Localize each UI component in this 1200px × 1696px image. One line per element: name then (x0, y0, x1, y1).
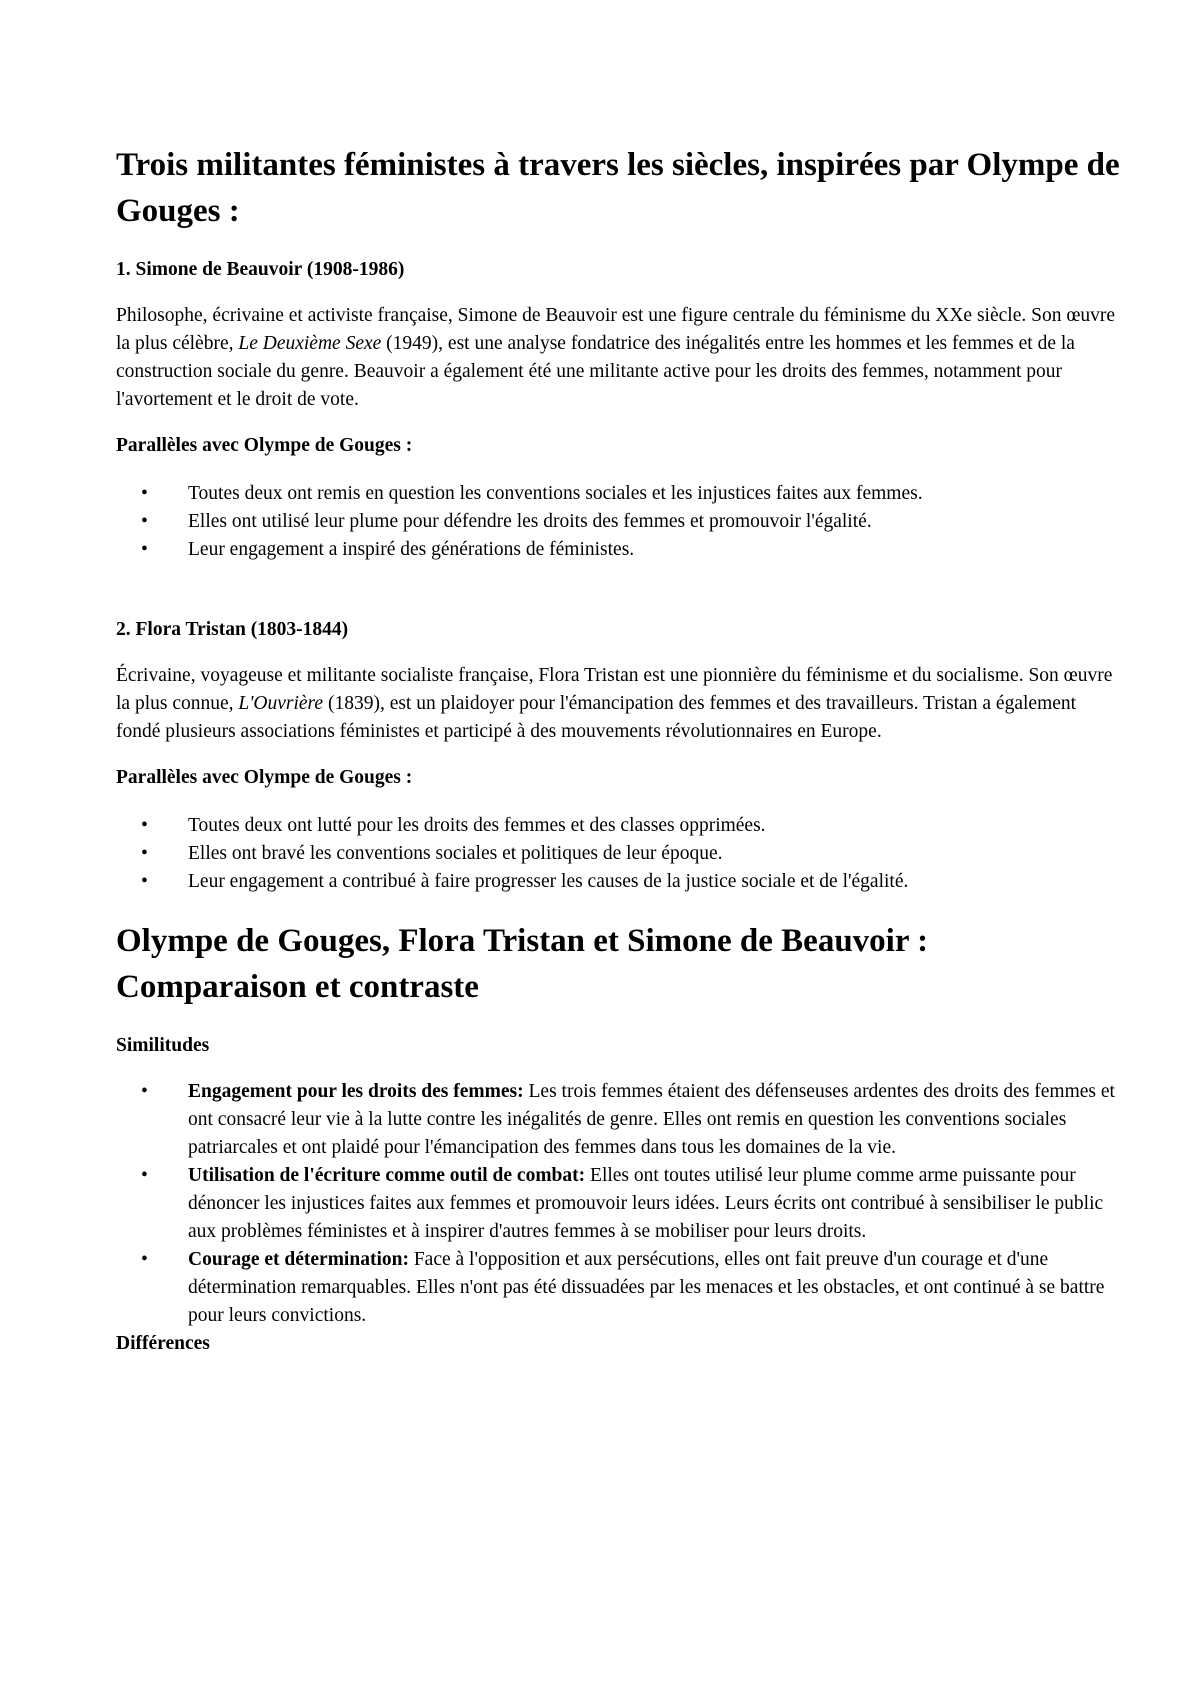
list-item-text: Face à l'opposition et aux persécutions, elles ont fait preuve d'un courage et d'une détermination remarquables. Elles n'ont pas été dissuadées par les menaces et les obstacles, et ont continué à se battre pour leurs convictions. (188, 1249, 1105, 1326)
book-title-deuxieme-sexe: Le Deuxième Sexe (238, 333, 382, 354)
similarities-list (116, 1078, 1120, 1330)
bullet-icon: • (141, 815, 148, 836)
parallels-label-beauvoir: Parallèles avec Olympe de Gouges : (116, 435, 413, 456)
parallels-list-beauvoir (116, 480, 1120, 564)
bullet-icon: • (141, 1165, 148, 1186)
list-item (116, 480, 1120, 508)
heading-differences: Différences (116, 1333, 210, 1354)
paragraph-beauvoir-text-1: Philosophe, écrivaine et activiste française, Simone de Beauvoir est une figure centrale du féminisme du XXe siècle. Son œuvre la plus célèbre, (116, 305, 1116, 354)
list-item-term: Engagement pour les droits des femmes: (188, 1081, 524, 1102)
list-item (116, 1246, 1120, 1330)
bullet-icon: • (141, 1081, 148, 1102)
list-item-text: Elles ont bravé les conventions sociales et politiques de leur époque. (188, 843, 723, 864)
paragraph-tristan (116, 662, 1120, 746)
paragraph-beauvoir (116, 302, 1120, 414)
paragraph-beauvoir-text-2: (1949), est une analyse fondatrice des inégalités entre les hommes et les femmes et de la construction sociale du genre. Beauvoir a également été une militante active pour les droits des femmes, notamment pour l'avortement et le droit de vote. (116, 333, 1075, 410)
heading-simone-de-beauvoir: 1. Simone de Beauvoir (1908-1986) (116, 259, 405, 280)
list-item-text: Elles ont toutes utilisé leur plume comme arme puissante pour dénoncer les injustices faites aux femmes et promouvoir leurs idées. Leurs écrits ont contribué à sensibiliser le public aux problèmes féministes et à inspirer d'autres femmes à se mobiliser pour leurs droits. (188, 1165, 1104, 1242)
main-heading-militantes: Trois militantes féministes à travers les siècles, inspirées par Olympe de Gouges : (116, 147, 1120, 229)
parallels-label-tristan: Parallèles avec Olympe de Gouges : (116, 767, 413, 788)
list-item-text: Elles ont utilisé leur plume pour défendre les droits des femmes et promouvoir l'égalité. (188, 511, 872, 532)
bullet-icon: • (141, 1249, 148, 1270)
list-item (116, 1078, 1120, 1162)
paragraph-tristan-text-1: Écrivaine, voyageuse et militante socialiste française, Flora Tristan est une pionnière du féminisme et du socialisme. Son œuvre la plus connue, (116, 665, 1113, 714)
list-item-term: Utilisation de l'écriture comme outil de combat: (188, 1165, 586, 1186)
list-item-text: Les trois femmes étaient des défenseuses ardentes des droits des femmes et ont consacré leur vie à la lutte contre les inégalités de genre. Elles ont remis en question les conventions sociales patriarcales et ont plaidé pour l'émancipation des femmes dans tous les domaines de la vie. (188, 1081, 1115, 1158)
list-item (116, 536, 1120, 564)
bullet-icon: • (141, 843, 148, 864)
list-item (116, 868, 1120, 896)
list-item-term: Courage et détermination: (188, 1249, 409, 1270)
bullet-icon: • (141, 511, 148, 532)
list-item (116, 812, 1120, 840)
paragraph-tristan-text-2: (1839), est un plaidoyer pour l'émancipation des femmes et des travailleurs. Tristan a également fondé plusieurs associations féministes et participé à des mouvements révolutionnaires en Europe. (116, 693, 1077, 742)
book-title-ouvriere: L'Ouvrière (238, 693, 324, 714)
list-item-text: Toutes deux ont remis en question les conventions sociales et les injustices faites aux femmes. (188, 483, 923, 504)
list-item (116, 1162, 1120, 1246)
list-item (116, 840, 1120, 868)
list-item (116, 508, 1120, 536)
list-item-text: Toutes deux ont lutté pour les droits des femmes et des classes opprimées. (188, 815, 766, 836)
bullet-icon: • (141, 871, 148, 892)
parallels-list-tristan (116, 812, 1120, 896)
list-item-text: Leur engagement a inspiré des générations de féministes. (188, 539, 635, 560)
heading-similitudes: Similitudes (116, 1035, 210, 1056)
heading-comparaison-contraste: Olympe de Gouges, Flora Tristan et Simone de Beauvoir : Comparaison et contraste (116, 923, 929, 1005)
bullet-icon: • (141, 539, 148, 560)
bullet-icon: • (141, 483, 148, 504)
list-item-text: Leur engagement a contribué à faire progresser les causes de la justice sociale et de l'égalité. (188, 871, 909, 892)
heading-flora-tristan: 2. Flora Tristan (1803-1844) (116, 619, 349, 640)
